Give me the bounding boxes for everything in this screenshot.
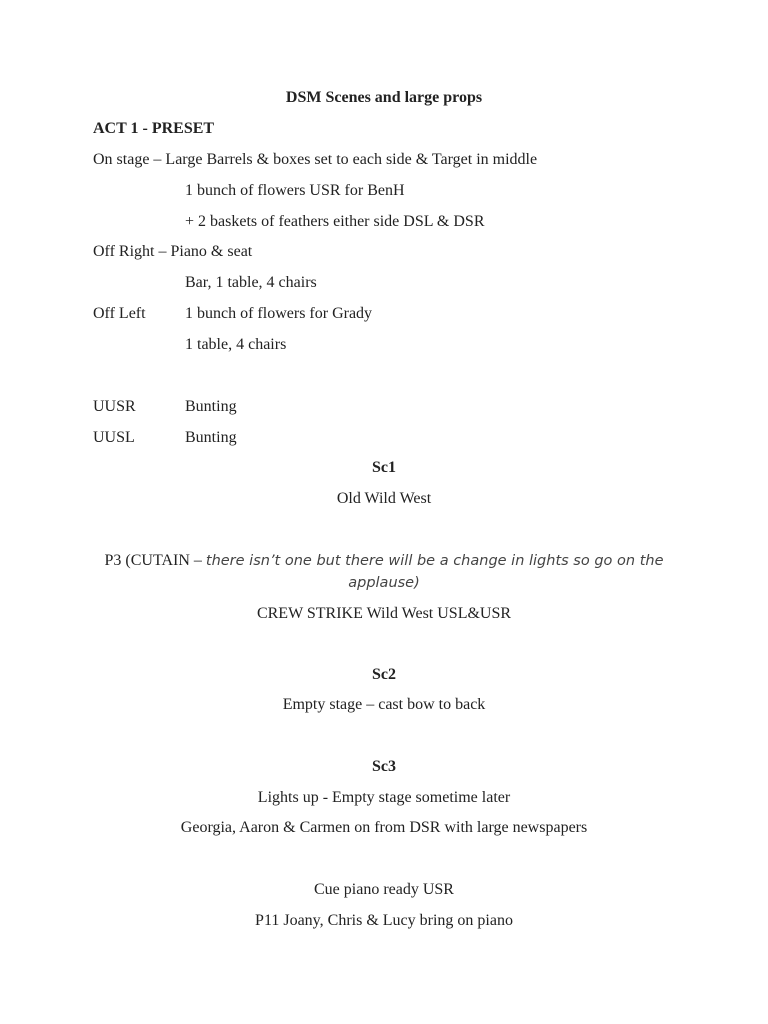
crew-strike-line: CREW STRIKE Wild West USL&USR [256, 605, 512, 622]
p3-cue-note [84, 550, 684, 594]
preset-off-left-1: 1 bunch of flowers for Grady [185, 305, 373, 322]
sc2-heading: Sc2 [372, 666, 396, 683]
preset-off-right: Off Right – Piano & seat [93, 243, 253, 260]
sc3-line-4: P11 Joany, Chris & Lucy bring on piano [255, 912, 513, 929]
preset-on-stage-extra-1: 1 bunch of flowers USR for BenH [185, 182, 405, 199]
preset-off-right-extra: Bar, 1 table, 4 chairs [185, 274, 317, 291]
sc3-heading: Sc3 [372, 758, 396, 775]
sc1-heading: Sc1 [372, 459, 396, 476]
preset-off-left-label: Off Left [93, 305, 146, 322]
sc1-description: Old Wild West [336, 490, 432, 507]
sc2-description: Empty stage – cast bow to back [282, 696, 486, 713]
act-heading: ACT 1 - PRESET [93, 120, 215, 137]
sc3-line-2: Georgia, Aaron & Carmen on from DSR with large newspapers [180, 819, 588, 836]
preset-uusr-label: UUSR [93, 398, 136, 415]
preset-on-stage-extra-2: + 2 baskets of feathers either side DSL & DSR [185, 213, 485, 230]
preset-on-stage: On stage – Large Barrels & boxes set to each side & Target in middle [93, 151, 538, 168]
preset-uusl-value: Bunting [185, 429, 237, 446]
sc3-line-3: Cue piano ready USR [314, 881, 454, 898]
preset-uusl-label: UUSL [93, 429, 135, 446]
preset-uusr-value: Bunting [185, 398, 237, 415]
preset-off-left-2: 1 table, 4 chairs [185, 336, 287, 353]
p3-cue-label: P3 (CUTAIN – [104, 552, 206, 569]
document-title: DSM Scenes and large props [285, 89, 483, 106]
p3-cue-italic-note: there isn’t one but there will be a change in lights so go on the applause) [205, 553, 664, 591]
sc3-line-1: Lights up - Empty stage sometime later [257, 789, 511, 806]
